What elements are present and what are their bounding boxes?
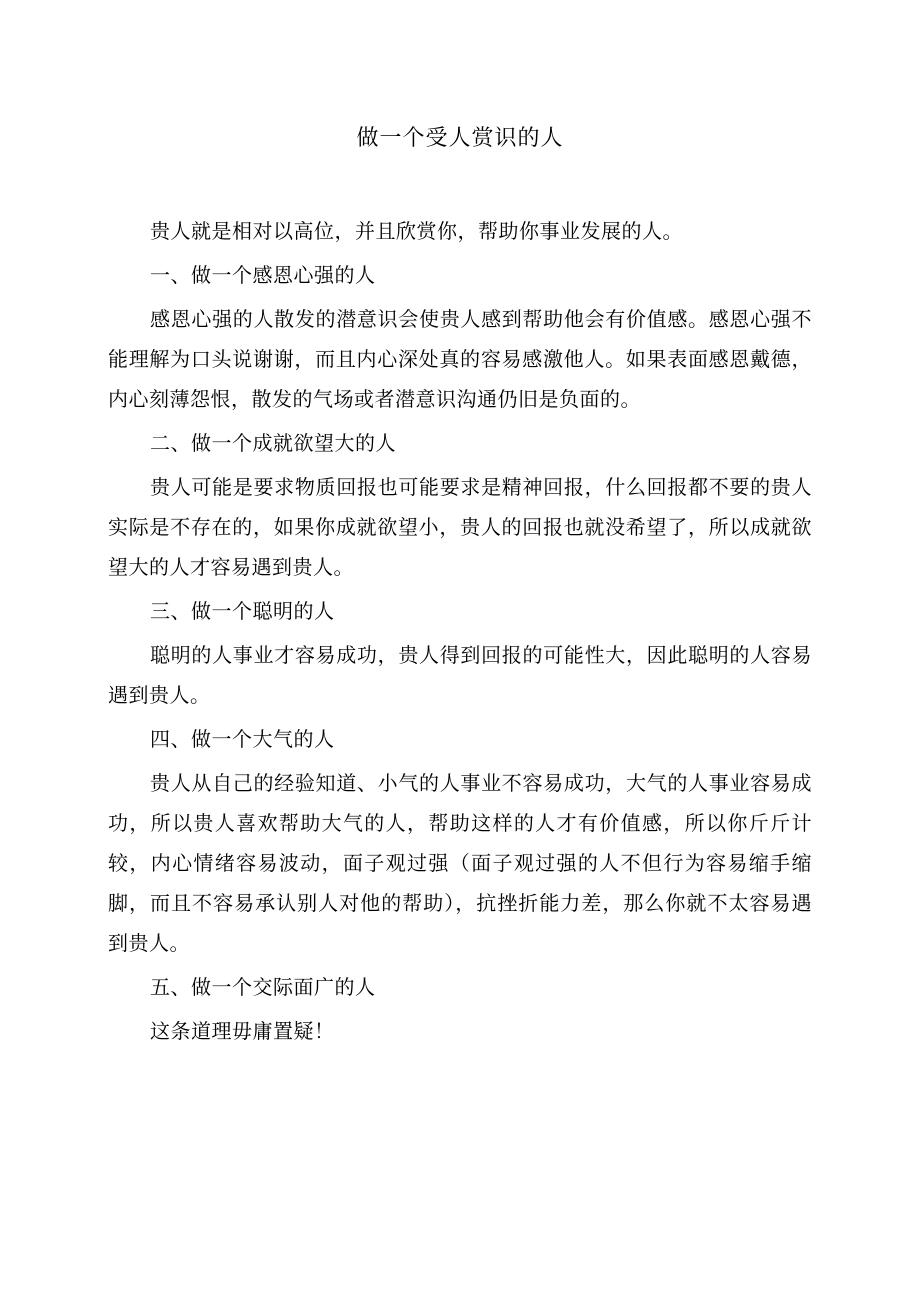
document-title: 做一个受人赏识的人 xyxy=(356,126,564,151)
paragraph-section-3: 聪明的人事业才容易成功，贵人得到回报的可能性大，因此聪明的人容易遇到贵人。 xyxy=(108,643,812,707)
heading-section-1: 一、做一个感恩心强的人 xyxy=(150,263,376,287)
paragraph-section-1: 感恩心强的人散发的潜意识会使贵人感到帮助他会有价值感。感恩心强不能理解为口头说谢谢，而且内心深处真的容易感激他人。如果表面感恩戴德，内心刻薄怨恨，散发的气场或者潜意识沟通仍旧是负面的。 xyxy=(108,307,812,411)
heading-section-4: 四、做一个大气的人 xyxy=(150,727,335,751)
document-body xyxy=(108,211,812,1051)
heading-section-3: 三、做一个聪明的人 xyxy=(150,599,335,623)
heading-section-5: 五、做一个交际面广的人 xyxy=(150,975,376,999)
paragraph-intro: 贵人就是相对以高位，并且欣赏你，帮助你事业发展的人。 xyxy=(150,219,683,243)
paragraph-section-5: 这条道理毋庸置疑！ xyxy=(150,1019,335,1043)
paragraph-section-4: 贵人从自己的经验知道、小气的人事业不容易成功，大气的人事业容易成功，所以贵人喜欢帮助大气的人，帮助这样的人才有价值感，所以你斤斤计较，内心情绪容易波动，面子观过强（面子观过强的人不但行为容易缩手缩脚，而且不容易承认别人对他的帮助），抗挫折能力差，那么你就不太容易遇到贵人。 xyxy=(108,771,812,955)
paragraph-section-2: 贵人可能是要求物质回报也可能要求是精神回报，什么回报都不要的贵人实际是不存在的，如果你成就欲望小，贵人的回报也就没希望了，所以成就欲望大的人才容易遇到贵人。 xyxy=(108,475,812,579)
heading-section-2: 二、做一个成就欲望大的人 xyxy=(150,431,396,455)
